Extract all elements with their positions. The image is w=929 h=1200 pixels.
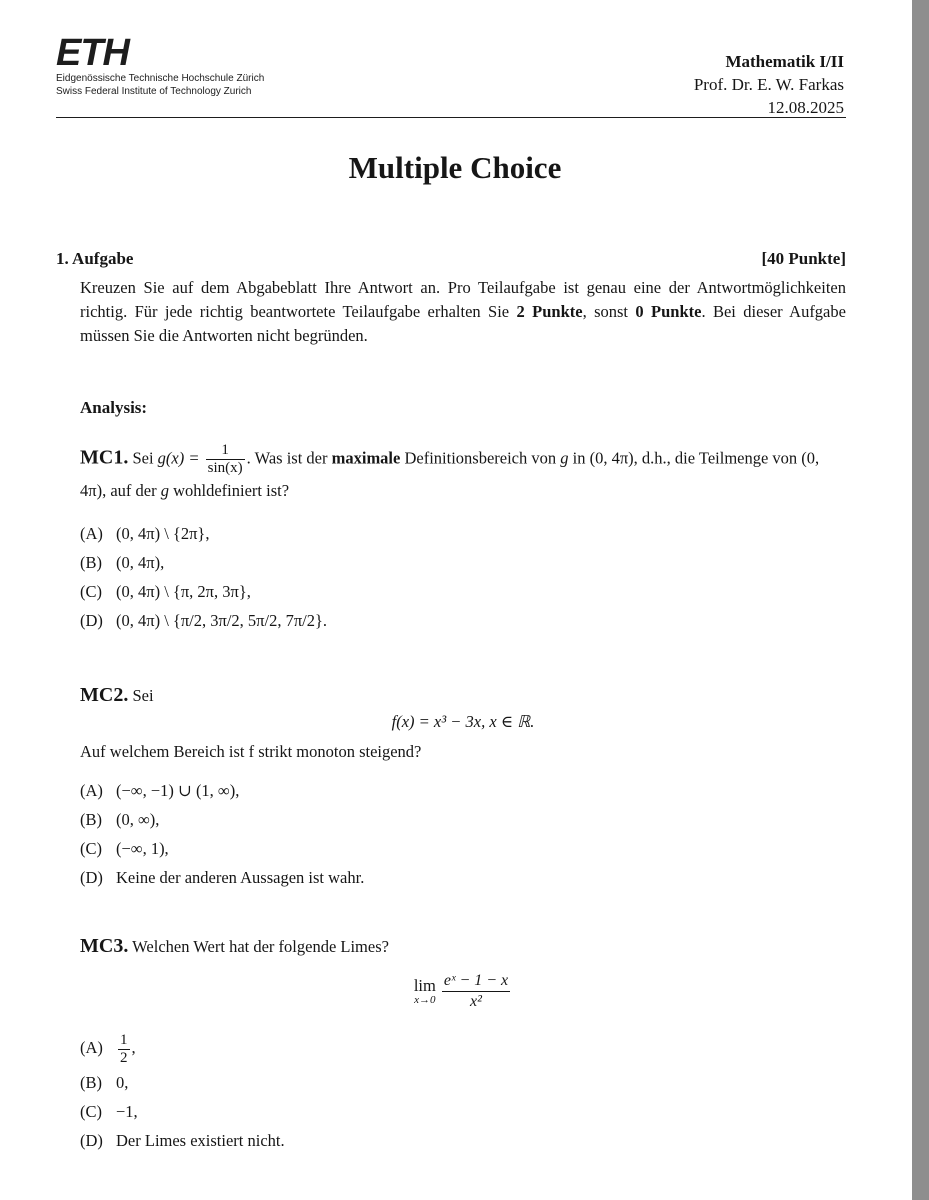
intro-bold-points-2: 2 Punkte	[516, 302, 583, 321]
mc1-text-5: wohldefiniert ist?	[168, 481, 290, 500]
option-text: (0, 4π) \ {2π},	[116, 524, 210, 543]
option-key: (D)	[80, 611, 103, 630]
mc3-label: MC3.	[80, 935, 129, 957]
option-key: (B)	[80, 1073, 102, 1092]
option-key: (D)	[80, 868, 103, 887]
mc1-text-2: . Was ist der	[246, 448, 332, 468]
option-a-numerator: 1	[120, 1031, 128, 1048]
institution-name	[56, 72, 264, 98]
professor-name: Prof. Dr. E. W. Farkas	[693, 75, 844, 94]
option-key: (A)	[80, 781, 103, 800]
scrollbar[interactable]	[912, 0, 929, 1200]
option-key: (B)	[80, 553, 102, 572]
option-a-tail: ,	[131, 1038, 136, 1057]
mc3-limit-operator	[413, 975, 436, 1006]
exam-date: 12.08.2025	[767, 98, 844, 117]
mc2-option-b	[80, 805, 846, 834]
mc2-question: Auf welchem Bereich ist f strikt monoton steigend?	[80, 742, 422, 761]
mc1-option-b	[80, 548, 846, 577]
header-rule	[56, 117, 846, 118]
option-text: (0, ∞),	[116, 810, 160, 829]
mc1-denominator: sin(x)	[207, 460, 243, 476]
option-text: (0, 4π),	[116, 553, 165, 572]
mc3-text-1: Welchen Wert hat der folgende Limes?	[128, 937, 389, 956]
option-key: (A)	[80, 524, 103, 543]
section-heading: Analysis:	[80, 398, 148, 417]
option-text: −1,	[116, 1102, 138, 1121]
task-points: [40 Punkte]	[761, 249, 846, 268]
option-key: (D)	[80, 1131, 103, 1150]
option-text: Keine der anderen Aussagen ist wahr.	[116, 868, 365, 887]
option-key: (A)	[80, 1038, 103, 1057]
mc1-g-symbol-2: g	[160, 481, 169, 500]
mc1-function: g(x) =	[157, 448, 204, 468]
mc1-text-4: in (0, 4π), d.h., die Teilmenge von (0, 4π), auf der	[80, 448, 820, 500]
option-key: (C)	[80, 839, 102, 858]
option-text: (0, 4π) \ {π, 2π, 3π},	[116, 582, 251, 601]
mc1-stem	[80, 442, 846, 505]
mc2-stem	[80, 683, 846, 708]
mc1-text-1: Sei	[128, 448, 158, 468]
mc2-formula: f(x) = x³ − 3x, x ∈ ℝ.	[391, 712, 535, 731]
mc2-option-d	[80, 863, 846, 892]
intro-text-3: . Bei dieser Aufgabe müssen Sie die Antworten nicht begründen.	[80, 302, 846, 345]
option-text: Der Limes existiert nicht.	[116, 1131, 285, 1150]
option-key: (C)	[80, 1102, 102, 1121]
mc1-option-a	[80, 519, 846, 548]
eth-logo: ETH	[56, 32, 129, 74]
mc1-bold-maximale: maximale	[331, 448, 401, 468]
question-mc1	[80, 442, 846, 635]
option-key: (C)	[80, 582, 102, 601]
option-a-denominator: 2	[120, 1049, 128, 1066]
question-mc3	[80, 934, 846, 1155]
institution-name-de: Eidgenössische Technische Hochschule Zürich	[56, 73, 265, 84]
mc2-option-c	[80, 834, 846, 863]
intro-text-2: , sonst	[582, 302, 636, 321]
mc2-label: MC2.	[80, 684, 129, 706]
institution-name-en: Swiss Federal Institute of Technology Zurich	[56, 86, 252, 97]
mc1-g-symbol: g	[560, 448, 569, 468]
exam-meta	[694, 50, 844, 119]
mc3-lim-sub: x→0	[414, 993, 436, 1006]
mc3-option-c	[80, 1097, 846, 1126]
task-heading	[56, 249, 846, 269]
mc3-stem	[80, 934, 846, 959]
mc1-option-d	[80, 606, 846, 635]
mc3-lim: lim	[413, 975, 436, 995]
mc3-option-d	[80, 1126, 846, 1155]
mc2-text-1: Sei	[128, 686, 154, 705]
mc3-fraction	[442, 971, 510, 1012]
option-key: (B)	[80, 810, 102, 829]
intro-text-1: Kreuzen Sie auf dem Abgabeblatt Ihre Antwort an. Pro Teilaufgabe ist genau eine der Antwortmöglichkeiten richtig. Für jede richtig beantwortete Teilaufgabe erhalten Sie	[80, 278, 846, 321]
mc3-option-b	[80, 1068, 846, 1097]
task-instructions	[80, 276, 846, 348]
mc1-options	[80, 519, 846, 635]
mc3-option-a-fraction	[118, 1032, 130, 1067]
mc2-options	[80, 776, 846, 892]
task-label: 1. Aufgabe	[56, 249, 134, 268]
mc1-option-c	[80, 577, 846, 606]
mc1-fraction	[206, 442, 245, 477]
page-title: Multiple Choice	[348, 150, 562, 185]
option-text: (−∞, 1),	[116, 839, 169, 858]
mc1-numerator: 1	[221, 442, 229, 458]
mc3-numerator: eˣ − 1 − x	[443, 972, 509, 989]
mc3-options	[80, 1028, 846, 1155]
mc1-label: MC1.	[80, 446, 129, 469]
option-text: 0,	[116, 1073, 129, 1092]
mc3-formula	[80, 971, 846, 1012]
intro-bold-points-0: 0 Punkte	[635, 302, 702, 321]
mc2-option-a	[80, 776, 846, 805]
option-text: (0, 4π) \ {π/2, 3π/2, 5π/2, 7π/2}.	[116, 611, 328, 630]
mc1-text-3: Definitionsbereich von	[400, 448, 561, 468]
mc3-denominator: x²	[442, 991, 510, 1012]
option-text: (−∞, −1) ∪ (1, ∞),	[116, 781, 240, 800]
mc3-option-a	[80, 1028, 846, 1068]
course-name: Mathematik I/II	[725, 52, 844, 71]
question-mc2	[80, 683, 846, 892]
